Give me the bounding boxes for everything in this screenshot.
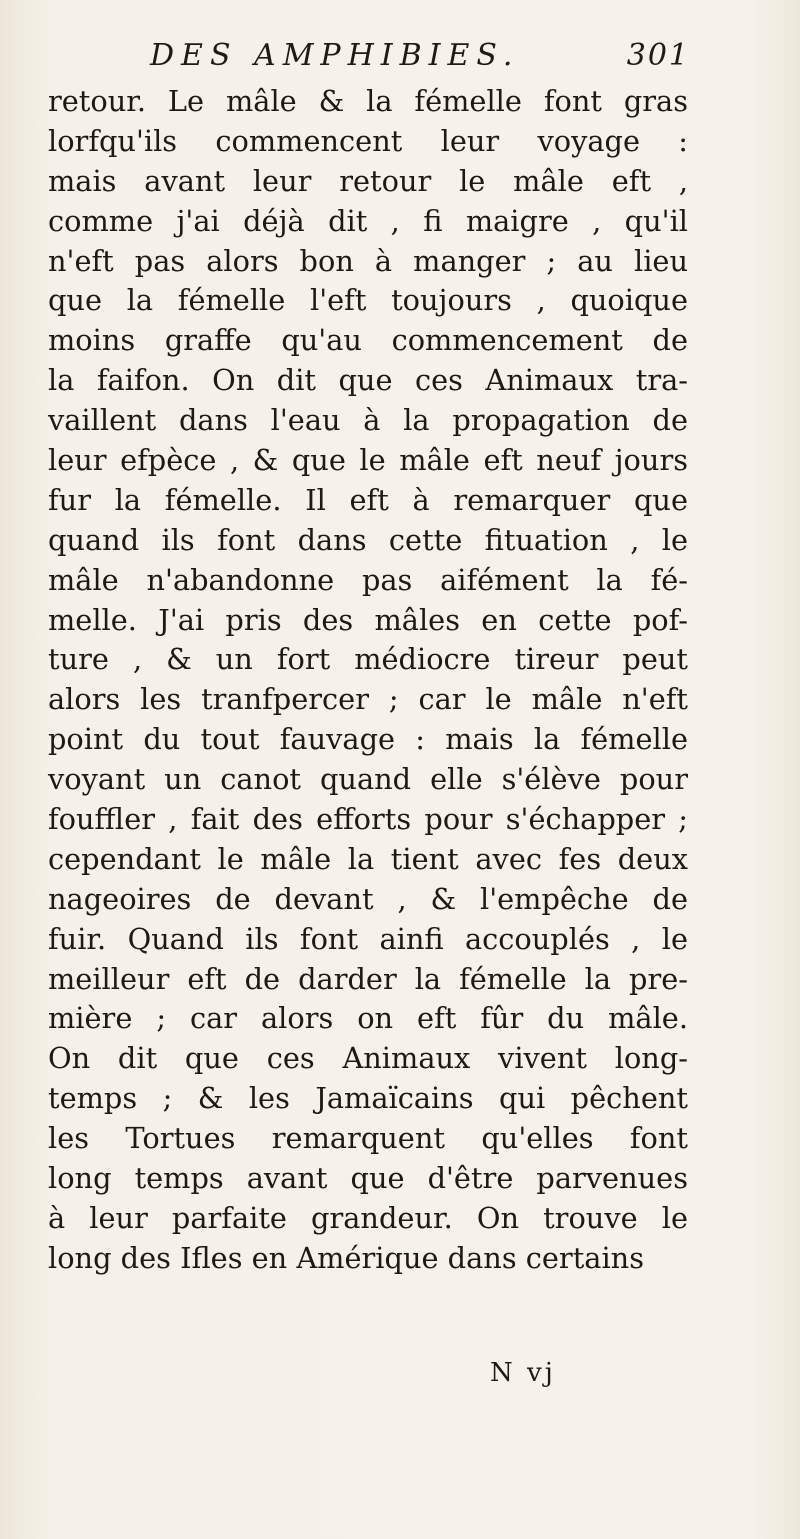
text-line: ture , & un fort médiocre tireur peut (48, 642, 688, 677)
text-line: nageoires de devant , & l'empêche de (48, 881, 688, 916)
text-line: les Tortues remarquent qu'elles font (48, 1121, 688, 1156)
text-line: la faifon. On dit que ces Animaux tra- (48, 363, 688, 398)
text-line: On dit que ces Animaux vivent long- (48, 1041, 688, 1076)
text-line: fouffler , fait des efforts pour s'échapper ; (48, 802, 688, 837)
text-line: lorfqu'ils commencent leur voyage : (48, 123, 688, 158)
text-line: point du tout fauvage : mais la fémelle (48, 722, 688, 757)
text-line: comme j'ai déjà dit , fi maigre , qu'il (48, 203, 688, 238)
text-line: vaillent dans l'eau à la propagation de (48, 403, 688, 438)
text-line: long temps avant que d'être parvenues (48, 1161, 688, 1196)
text-line: meilleur eft de darder la fémelle la pre- (48, 961, 688, 996)
text-line: mâle n'abandonne pas aifément la fé- (48, 562, 688, 597)
text-line: fur la fémelle. Il eft à remarquer que (48, 482, 688, 517)
text-line: à leur parfaite grandeur. On trouve le (48, 1200, 688, 1235)
text-line: fuir. Quand ils font ainfi accouplés , le (48, 921, 688, 956)
page-number: 301 (626, 38, 690, 73)
signature-mark: N vj (490, 1358, 556, 1388)
text-line: voyant un canot quand elle s'élève pour (48, 762, 688, 797)
text-line: que la fémelle l'eft toujours , quoique (48, 283, 688, 318)
running-head (150, 38, 690, 82)
text-line: mière ; car alors on eft fûr du mâle. (48, 1001, 688, 1036)
text-line: melle. J'ai pris des mâles en cette pof- (48, 602, 688, 637)
text-line: temps ; & les Jamaïcains qui pêchent (48, 1081, 688, 1116)
text-line: n'eft pas alors bon à manger ; au lieu (48, 243, 688, 278)
text-line: moins graffe qu'au commencement de (48, 323, 688, 358)
running-title: DES AMPHIBIES. (150, 38, 520, 73)
text-line: alors les tranfpercer ; car le mâle n'eft (48, 682, 688, 717)
text-line: quand ils font dans cette fituation , le (48, 522, 688, 557)
text-line: mais avant leur retour le mâle eft , (48, 163, 688, 198)
text-line: long des Ifles en Amérique dans certains (48, 1240, 644, 1275)
text-line: retour. Le mâle & la fémelle font gras (48, 84, 688, 118)
text-line: cependant le mâle la tient avec fes deux (48, 841, 688, 876)
body-text (48, 82, 688, 1279)
text-line: leur efpèce , & que le mâle eft neuf jours (48, 443, 688, 478)
